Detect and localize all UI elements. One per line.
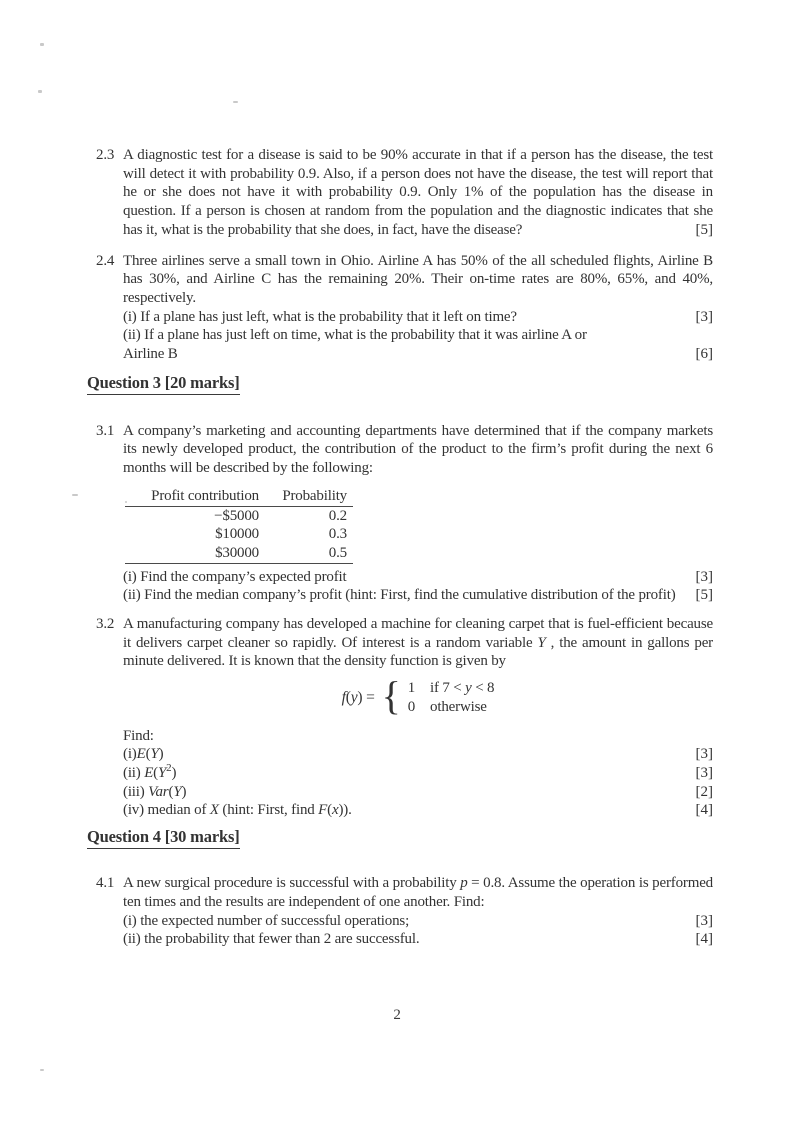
scan-artifact (72, 494, 78, 496)
subquestion-text: (i) Find the company’s expected profit (123, 568, 347, 585)
marks-badge: [3] (695, 568, 713, 585)
table-header-profit-contribution: Profit contribution (125, 487, 259, 506)
table-header-row (125, 487, 353, 506)
marks-badge: [5] (695, 587, 713, 604)
find-label: Find: (123, 727, 154, 744)
table-row (125, 544, 353, 563)
question-text: A company’s marketing and accounting departments have determined that if the company markets its newly developed product, the contribution of the product to the firm’s profit during the next 6 months will be described by the following: (123, 422, 713, 477)
scan-artifact (40, 1069, 44, 1071)
case-value: 0 (407, 698, 416, 715)
question-3-2-part-iv (123, 801, 713, 820)
question-3-2-intro (123, 615, 713, 671)
scan-artifact (233, 101, 238, 103)
marks-badge: [4] (695, 802, 713, 819)
table-row (125, 525, 353, 544)
question-3-1 (85, 422, 713, 605)
profit-cell: −$5000 (214, 507, 259, 524)
question-2-3 (85, 146, 713, 240)
marks-badge: [4] (695, 931, 713, 948)
question-2-4 (85, 252, 713, 364)
question-text: A manufacturing company has developed a machine for cleaning carpet that is fuel-efficient because it delivers carpet cleaner so rapidly. Of interest is a random variable Y , the amount in gallons per minute delivered. It is known that the density function is given by (123, 616, 713, 670)
profit-cell: $30000 (125, 544, 259, 563)
subquestion-text: (ii) If a plane has just left on time, what is the probability that it was airline A or Airline B (123, 327, 587, 363)
subquestion-text: (ii) the probability that fewer than 2 are successful. (123, 931, 420, 948)
question-3-1-part-i (123, 568, 713, 587)
table-row (125, 506, 353, 525)
probability-cell: 0.2 (328, 507, 347, 524)
question-number: 2.3 (96, 147, 115, 163)
formula-cases (408, 679, 495, 716)
question-3-2-part-iii (123, 783, 713, 802)
question-4-heading (87, 827, 713, 849)
case-condition: if 7 < y < 8 (430, 680, 495, 697)
marks-badge: [3] (695, 746, 713, 763)
scan-artifact (40, 43, 44, 46)
question-3-1-intro (123, 422, 713, 478)
marks-badge: [5] (695, 221, 713, 238)
question-text: A new surgical procedure is successful with a probability p = 0.8. Assume the operation is performed ten times and the results are independent of one another. Find: (123, 875, 713, 910)
question-text: A diagnostic test for a disease is said to be 90% accurate in that if a person has the disease, the test will detect it with probability 0.9. Also, if a person does not have the disease, the test will report that he or she does not have it with probability 0.9. Only 1% of the population has the disease in question. If a person is chosen at random from the population and the diagnostic indicates that she has it, what is the probability that she does, in fact, have the disease? (123, 147, 713, 238)
question-2-3-paragraph (123, 146, 713, 240)
question-4-1-part-i (123, 912, 713, 931)
marks-badge: [3] (695, 308, 713, 325)
case-condition: otherwise (430, 698, 487, 715)
question-2-4-part-i (123, 308, 713, 327)
question-3-heading-text: Question 3 [20 marks] (87, 373, 240, 395)
marks-badge: [6] (695, 346, 713, 363)
scan-artifact (38, 90, 42, 93)
question-3-1-part-ii (123, 586, 713, 605)
question-text: Three airlines serve a small town in Ohio. Airline A has 50% of the all scheduled flights, Airline B has 30%, and Airline C has the remaining 20%. Their on-time rates are 80%, 65%, and 40%, respectively. (123, 252, 713, 306)
table-header-probability: Probability (259, 487, 353, 506)
case-value: 1 (407, 680, 416, 697)
question-number: 3.1 (96, 422, 115, 439)
subquestion-text: (i) the expected number of successful operations; (123, 912, 410, 929)
subquestion-text: (ii) $E(Y^2)$ (123, 761, 177, 781)
subquestion-text: (iii) Var(Y) (123, 783, 187, 800)
marks-badge: [3] (695, 764, 713, 781)
question-3-2-part-i (123, 745, 713, 764)
marks-badge: [3] (695, 912, 713, 929)
question-number: 2.4 (96, 252, 115, 269)
page-number: 2 (393, 1007, 401, 1023)
marks-badge: [2] (695, 783, 713, 800)
profit-cell: $10000 (215, 526, 259, 543)
question-4-1-intro (123, 874, 713, 911)
question-4-1-part-ii (123, 930, 713, 949)
formula-lhs: f(y) = (341, 688, 375, 706)
probability-cell: 0.3 (328, 526, 347, 543)
question-number: 3.2 (96, 616, 115, 633)
subquestion-text: (i)E(Y) (123, 746, 164, 763)
left-brace: { (381, 672, 401, 718)
subquestion-text: (iv) median of X (hint: First, find F(x)). (123, 802, 352, 819)
subquestion-text: (ii) Find the median company’s profit (hint: First, find the cumulative distribution of the profit) (123, 587, 676, 604)
question-3-heading (87, 373, 713, 395)
document-content (85, 146, 713, 949)
density-function-formula (123, 672, 713, 718)
subquestion-text: (i) If a plane has just left, what is the probability that it left on time? (123, 308, 517, 325)
question-number: 4.1 (96, 875, 115, 892)
question-3-2 (85, 615, 713, 820)
question-2-4-part-ii (123, 326, 713, 363)
probability-cell: 0.5 (259, 544, 353, 563)
question-3-2-part-ii (123, 761, 713, 783)
question-4-heading-text: Question 4 [30 marks] (87, 827, 240, 849)
question-2-4-intro (123, 252, 713, 308)
question-4-1 (85, 874, 713, 949)
profit-distribution-table (125, 487, 353, 564)
